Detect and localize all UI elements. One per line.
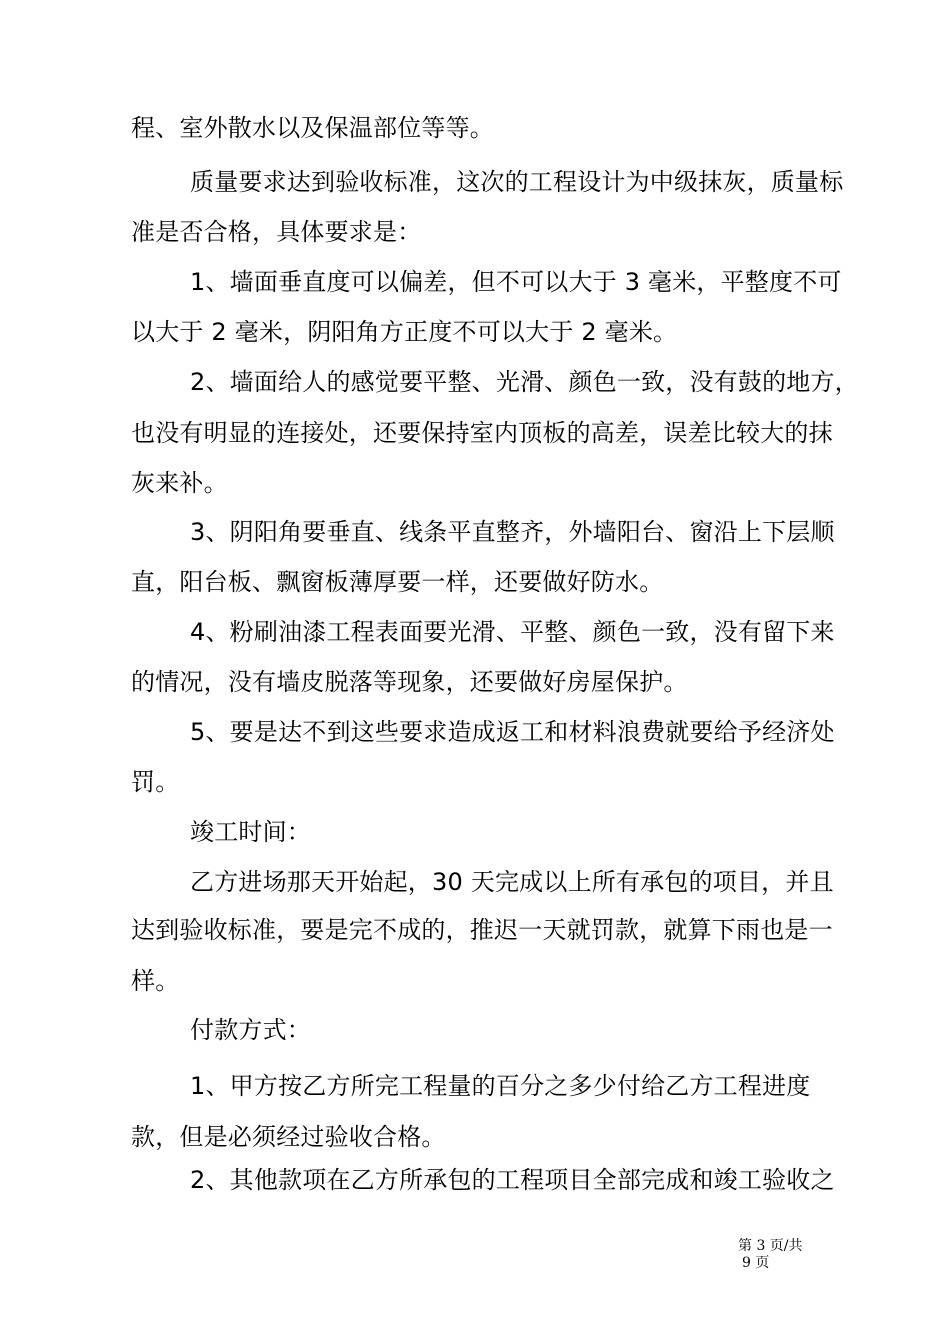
page-number-line-1: 第 3 页/共	[738, 1238, 803, 1254]
text-line: 1、甲方按乙方所完工程量的百分之多少付给乙方工程进度	[190, 1072, 811, 1100]
page-number-line-2: 9 页	[742, 1255, 770, 1271]
text-line: 3、阴阳角要垂直、线条平直整齐，外墙阳台、窗沿上下层顺	[190, 518, 835, 546]
text-line: 4、粉刷油漆工程表面要光滑、平整、颜色一致，没有留下来	[190, 618, 835, 646]
text-line: 直，阳台板、飘窗板薄厚要一样，还要做好防水。	[131, 568, 664, 596]
text-line: 样。	[131, 967, 180, 995]
section-heading: 付款方式：	[190, 1016, 311, 1044]
section-heading: 竣工时间：	[190, 818, 311, 846]
text-line: 灰来补。	[131, 469, 228, 497]
text-line: 2、其他款项在乙方所承包的工程项目全部完成和竣工验收之	[190, 1166, 835, 1194]
text-line: 5、要是达不到这些要求造成返工和材料浪费就要给予经济处	[190, 718, 835, 746]
text-line: 以大于 2 毫米，阴阳角方正度不可以大于 2 毫米。	[131, 318, 678, 346]
text-line: 款，但是必须经过验收合格。	[131, 1123, 446, 1151]
text-line: 罚。	[131, 768, 180, 796]
text-line: 质量要求达到验收标准，这次的工程设计为中级抹灰，质量标	[190, 168, 844, 196]
text-line: 达到验收标准，要是完不成的，推迟一天就罚款，就算下雨也是一	[131, 916, 833, 944]
text-line: 程、室外散水以及保温部位等等。	[131, 114, 494, 142]
text-line: 的情况，没有墙皮脱落等现象，还要做好房屋保护。	[131, 668, 688, 696]
text-line: 1、墙面垂直度可以偏差，但不可以大于 3 毫米，平整度不可	[190, 268, 842, 296]
page-number-footer	[738, 1238, 828, 1272]
text-line: 准是否合格，具体要求是：	[131, 218, 422, 246]
text-line: 也没有明显的连接处，还要保持室内顶板的高差，误差比较大的抹	[131, 419, 833, 447]
text-line: 2、墙面给人的感觉要平整、光滑、颜色一致，没有鼓的地方，	[190, 368, 859, 396]
text-line: 乙方进场那天开始起，30 天完成以上所有承包的项目，并且	[190, 868, 834, 896]
